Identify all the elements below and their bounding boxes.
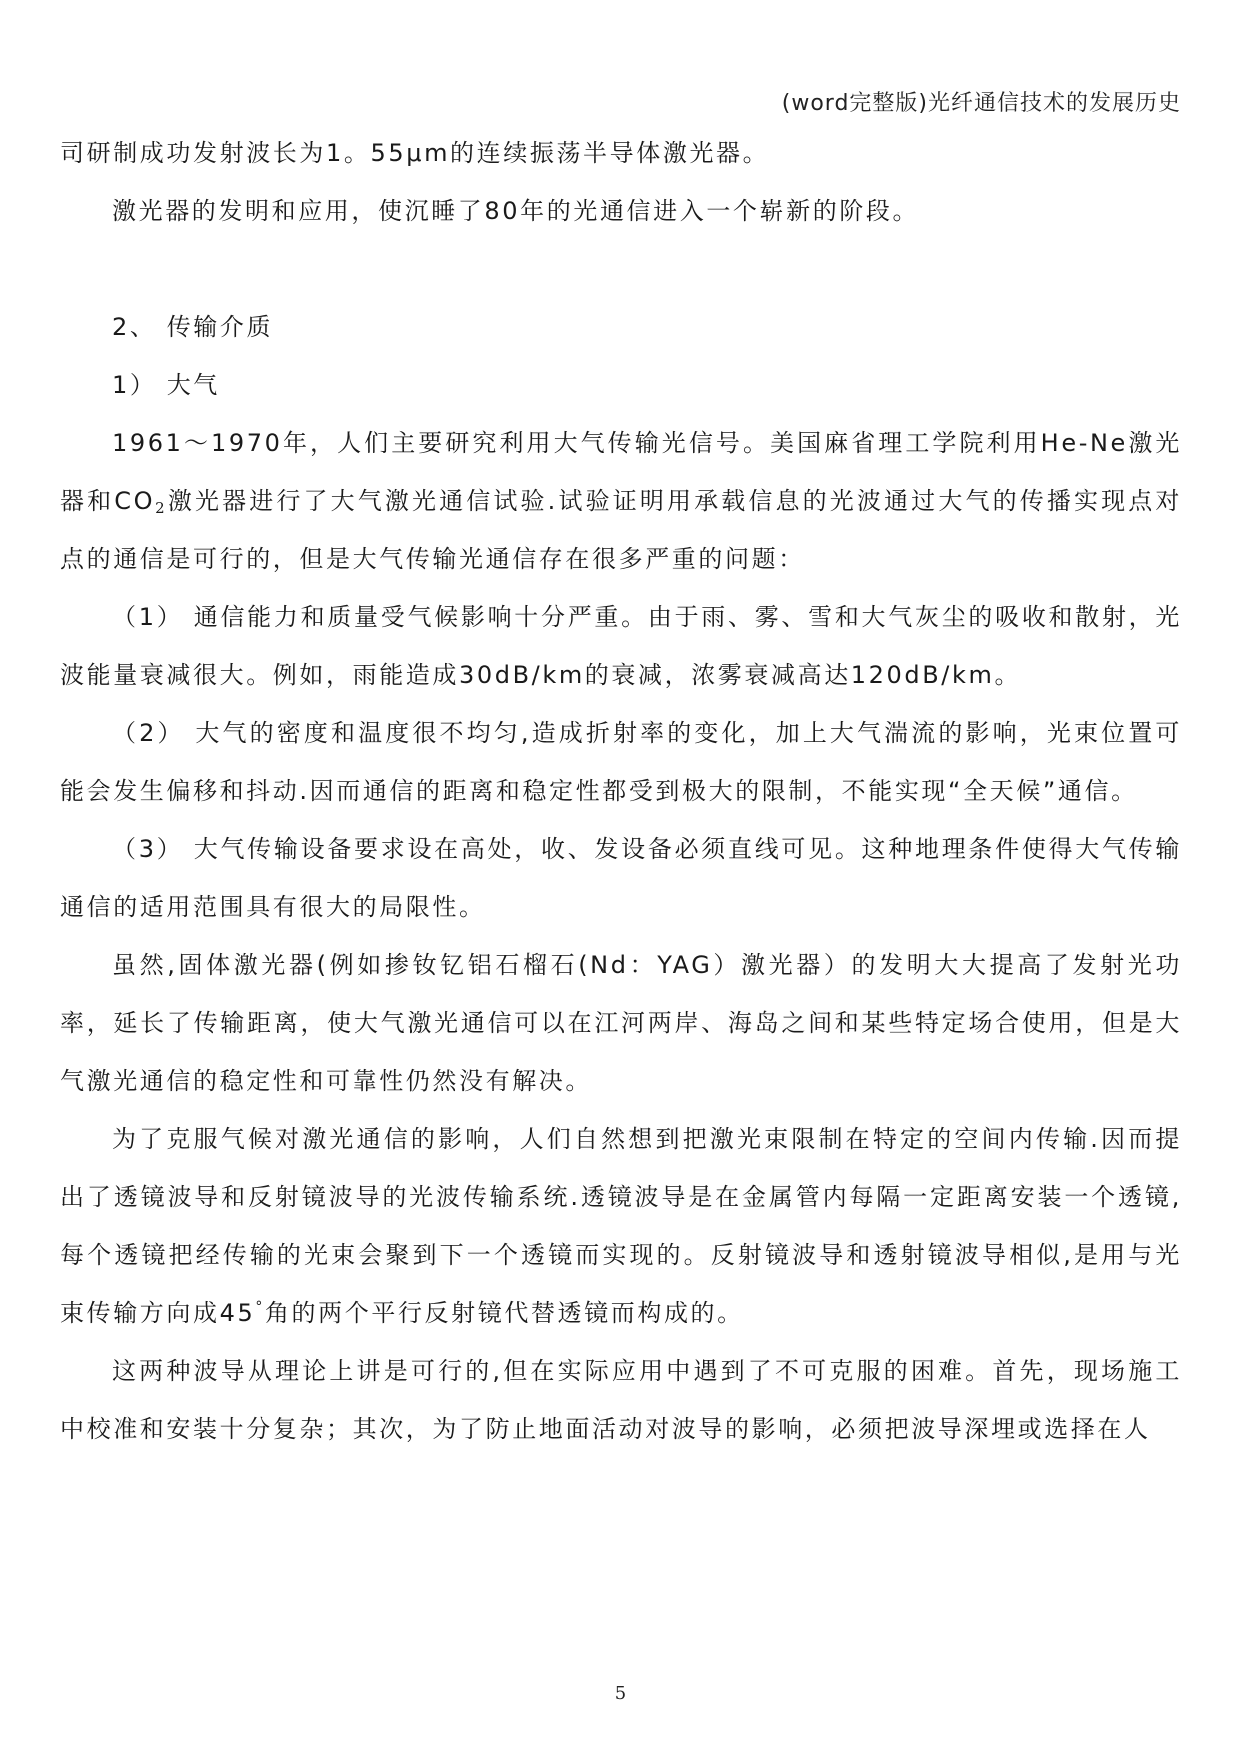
paragraph-continuation: 司研制成功发射波长为1。55μm的连续振荡半导体激光器。 [60, 139, 770, 167]
document-header-title: (word完整版)光纤通信技术的发展历史 [781, 91, 1181, 116]
blank-line [60, 240, 1182, 298]
degree-superscript: ° [255, 1299, 265, 1315]
paragraph-waveguide-text-b: 角的两个平行反射镜代替透镜而构成的。 [264, 1299, 744, 1327]
paragraph-waveguide [60, 1110, 1182, 1342]
paragraph-laser-invention: 激光器的发明和应用，使沉睡了80年的光通信进入一个崭新的阶段。 [112, 197, 920, 225]
paragraph-problem-3: （3） 大气传输设备要求设在高处，收、发设备必须直线可见。这种地理条件使得大气传输通信的适用范围具有很大的局限性。 [60, 835, 1182, 921]
paragraph-atmosphere-text-b: 激光器进行了大气激光通信试验.试验证明用承载信息的光波通过大气的传播实现点对点的通信是可行的，但是大气传输光通信存在很多严重的问题： [60, 487, 1182, 573]
paragraph-solid-state-laser: 虽然,固体激光器(例如掺钕钇铝石榴石(Nd：YAG）激光器）的发明大大提高了发射光功率，延长了传输距离，使大气激光通信可以在江河两岸、海岛之间和某些特定场合使用，但是大气激光通信的稳定性和可靠性仍然没有解决。 [60, 951, 1182, 1095]
subsection-heading-atmosphere: 1） 大气 [112, 371, 220, 399]
paragraph-atmosphere-research [60, 414, 1182, 588]
paragraph-problem-2: （2） 大气的密度和温度很不均匀,造成折射率的变化，加上大气湍流的影响，光束位置可能会发生偏移和抖动.因而通信的距离和稳定性都受到极大的限制，不能实现“全天候”通信。 [60, 719, 1182, 805]
co2-subscript: 2 [155, 499, 168, 517]
document-body [60, 124, 1182, 1458]
paragraph-atmosphere-text-a: 1961～1970年，人们主要研究利用大气传输光信号。美国麻省理工学院利用He-Ne激光器和CO [60, 429, 1182, 515]
paragraph-problem-1: （1） 通信能力和质量受气候影响十分严重。由于雨、雾、雪和大气灰尘的吸收和散射，光波能量衰减很大。例如，雨能造成30dB/km的衰减，浓雾衰减高达120dB/km。 [60, 603, 1182, 689]
section-heading-transmission-medium: 2、 传输介质 [112, 313, 274, 341]
paragraph-waveguide-difficulty: 这两种波导从理论上讲是可行的,但在实际应用中遇到了不可克服的困难。首先，现场施工中校准和安装十分复杂；其次，为了防止地面活动对波导的影响，必须把波导深埋或选择在人 [60, 1357, 1182, 1443]
paragraph-waveguide-text-a: 为了克服气候对激光通信的影响，人们自然想到把激光束限制在特定的空间内传输.因而提出了透镜波导和反射镜波导的光波传输系统.透镜波导是在金属管内每隔一定距离安装一个透镜,每个透镜把经传输的光束会聚到下一个透镜而实现的。反射镜波导和透射镜波导相似,是用与光束传输方向成45 [60, 1125, 1182, 1327]
page-number: 5 [614, 1683, 627, 1704]
